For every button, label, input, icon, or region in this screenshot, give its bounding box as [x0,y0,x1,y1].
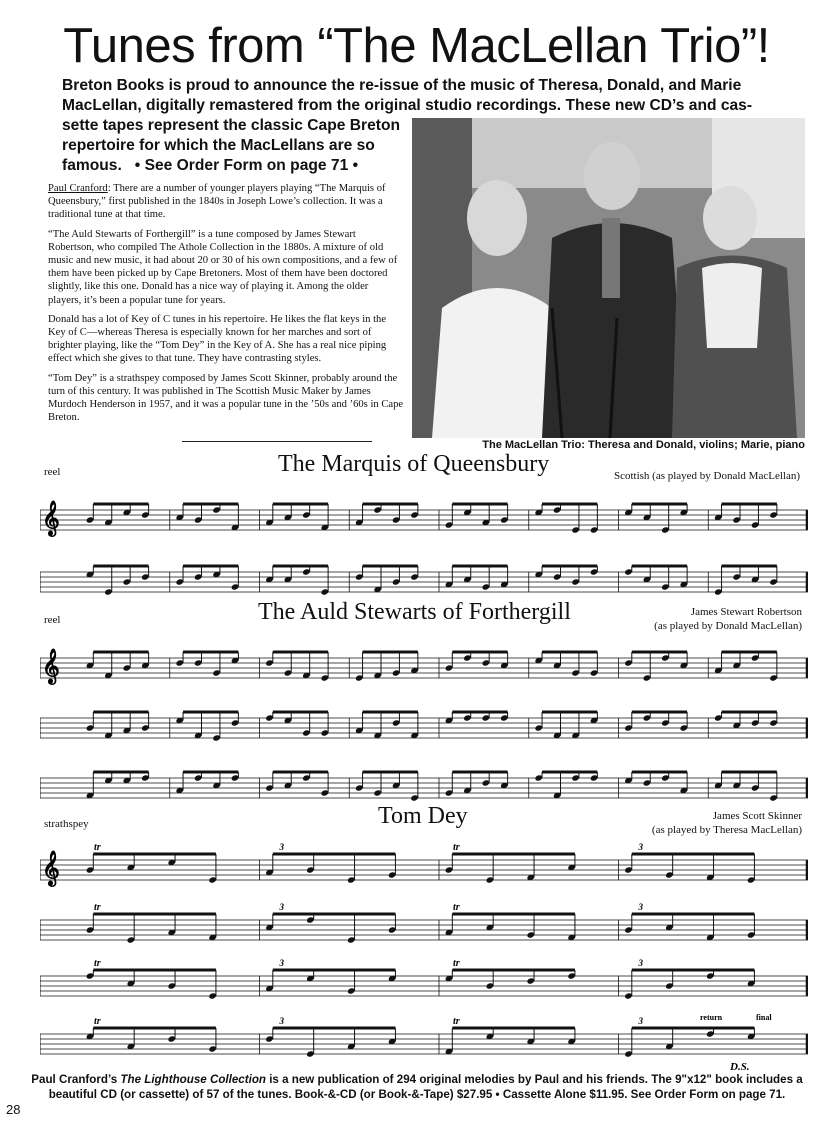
trill-mark: tr [453,958,460,969]
section-rule [182,441,372,442]
final-ending-label: final [756,1013,772,1022]
page-headline: Tunes from “The MacLellan Trio”! [63,19,770,73]
intro-full-width: Breton Books is proud to announce the re-issue of the music of Theresa, Donald, and Marie MacLellan, digitally remastered from the original studio recordings. These new CD’s and cas- [62,77,753,114]
order-form-note: • See Order Form on page 71 • [134,157,359,174]
trio-photo-image [412,118,805,438]
tune-3-title: Tom Dey [378,803,468,829]
tune-2-credit-1: James Stewart Robertson [690,606,802,618]
treble-clef-icon: 𝄞 [42,852,60,885]
trill-mark: tr [453,902,460,913]
article-paragraph-3: Donald has a lot of Key of C tunes in his repertoire. He likes the flat keys in the Key of C—whereas Theresa is especially known for her marches and sort of brighter playing, like the “Tom Dey” in the Key of A. She has a real nice piping effect which she gives to that tune. They have contrasting styles. [48,313,387,365]
trill-mark: tr [94,1016,101,1027]
article-paragraph-1: Paul Cranford: There are a number of younger players playing “The Marquis of Queensbury,” first published in the 1840s in Joseph Lowe’s collection. It was a traditional tune at that time. [48,183,386,221]
intro-narrow-lines: sette tapes represent the classic Cape Breton repertoire for which the MacLellans are so famous. [62,117,400,174]
speaker-name: Paul Cranford [48,183,108,194]
staff-7 [40,898,808,958]
trill-mark: tr [453,842,460,853]
staff-9 [40,1012,808,1072]
tune-1-title: The Marquis of Queensbury [278,451,550,477]
article-body [48,182,404,430]
tune-1-type: reel [44,466,61,478]
return-ending-label: return [700,1013,723,1022]
triplet-mark: 3 [638,902,643,912]
intro-text [62,76,797,116]
triplet-mark: 3 [279,842,284,852]
article-paragraph-2: “The Auld Stewarts of Forthergill” is a tune composed by James Stewart Robertson, who compiled The Athole Collection in the 1880s. A mixture of old music and new music, it had about 20 or 30 of his own compositions, and a few of them have been picked up by Cape Bretoners. Most of them have been doctored slightly, like this one. Donald has a nice way of playing it. Among the older players, it’s been a popular tune for years. [48,228,398,306]
staff-8 [40,954,808,1014]
footer-book-title: The Lighthouse Collection [120,1073,266,1086]
trill-mark: tr [453,1016,460,1027]
tune-1-credit: Scottish (as played by Donald MacLellan) [613,470,800,482]
tune-3-credit-1: James Scott Skinner [712,810,802,822]
trill-mark: tr [94,842,101,853]
triplet-mark: 3 [638,842,643,852]
triplet-mark: 3 [638,958,643,968]
staff-1 [40,488,808,548]
triplet-mark: 3 [279,958,284,968]
triplet-mark: 3 [279,1016,284,1026]
triplet-mark: 3 [279,902,284,912]
photo-caption: The MacLellan Trio: Theresa and Donald, violins; Marie, piano [482,439,805,451]
trio-photo [412,118,805,438]
treble-clef-icon: 𝄞 [42,650,60,683]
footer-note: Paul Cranford’s The Lighthouse Collection is a new publication of 294 original melodies by Paul and his friends. The 9"x12" book includes a beautiful CD (or cassette) of 57 of the tunes. Book-&-CD (or Book-&-Tape) $27.95 • Cassette Alone $11.95. See Order Form on page 71. [31,1073,803,1101]
tune-2-title: The Auld Stewarts of Forthergill [258,599,571,625]
page-number: 28 [6,1102,21,1117]
intro-narrow-text [62,116,412,176]
staff-3 [40,636,808,696]
article-paragraph-4: “Tom Dey” is a strathspey composed by James Scott Skinner, probably around the turn of this century. It was published in The Scottish Music Maker by James Murdoch Henderson in 1957, and it was a popular tune in the ’50s and ’60s in Cape Breton. [48,372,404,424]
trill-mark: tr [94,958,101,969]
tune-3-type: strathspey [44,818,89,830]
trill-mark: tr [94,902,101,913]
tune-2-type: reel [44,614,61,626]
triplet-mark: 3 [638,1016,643,1026]
staff-4 [40,696,808,756]
staff-6 [40,838,808,898]
tune-3-credit-2: (as played by Theresa MacLellan) [651,824,802,836]
tune-2-credit-2: (as played by Donald MacLellan) [654,620,802,632]
treble-clef-icon: 𝄞 [42,502,60,535]
ds-mark: D.S. [730,1061,750,1072]
